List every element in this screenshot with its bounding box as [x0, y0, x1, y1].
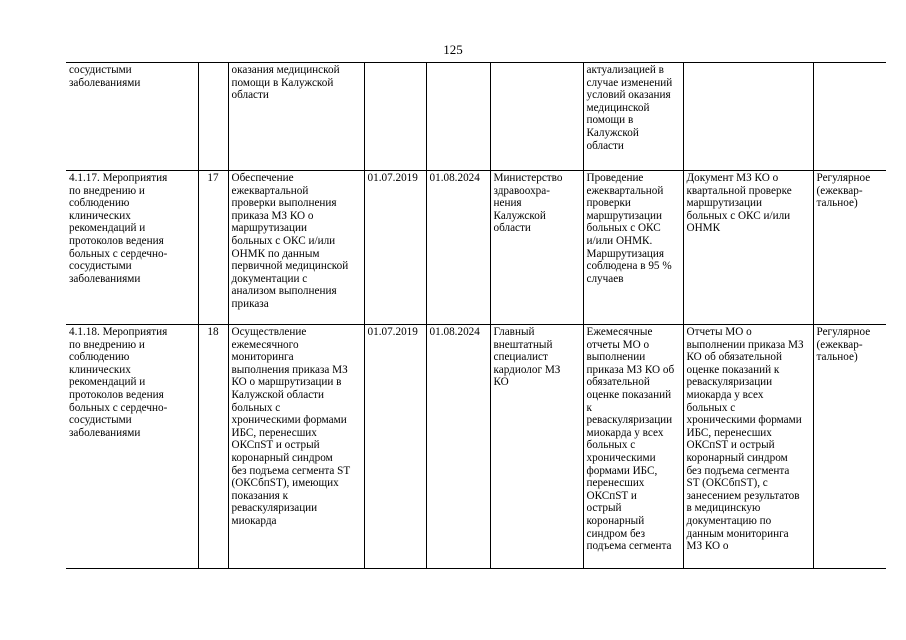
table-row [66, 171, 886, 325]
page-number: 125 [443, 42, 463, 57]
responsible-cell: Министерство здравоохра- нения Калужской области [490, 171, 583, 325]
start-date-cell: 01.07.2019 [364, 171, 426, 325]
end-date-cell: 01.08.2024 [426, 325, 490, 569]
result-cell: актуализацией в случае изменений условий оказания медицинской помощи в Калужской области [583, 63, 683, 171]
activity-cell: сосудистыми заболеваниями [66, 63, 198, 171]
document-cell: Документ МЗ КО о квартальной проверке маршрутизации больных с ОКС и/или ОНМК [683, 171, 813, 325]
number-cell [198, 63, 228, 171]
result-cell: Ежемесячные отчеты МО о выполнении приказа МЗ КО об обязательной оценке показаний к реваскуляризации миокарда у всех больных с хроническими формами ИБС, перенесших ОКСпST и острый коронарный синдром без подъема сегмента [583, 325, 683, 569]
end-date-cell [426, 63, 490, 171]
description-cell: Осуществление ежемесячного мониторинга выполнения приказа МЗ КО о маршрутизации в Калужской области больных с хроническими формами ИБС, перенесших ОКСпST и острый коронарный синдром без подъема сегмента ST (ОКСбпST), имеющих показания к реваскуляризации миокарда [228, 325, 364, 569]
plan-table [66, 62, 886, 569]
description-cell: оказания медицинской помощи в Калужской области [228, 63, 364, 171]
regularity-cell: Регулярное (ежеквар- тальное) [813, 325, 886, 569]
document-cell [683, 63, 813, 171]
number-cell: 18 [198, 325, 228, 569]
result-cell: Проведение ежеквартальной проверки маршрутизации больных с ОКС и/или ОНМК. Маршрутизация соблюдена в 95 % случаев [583, 171, 683, 325]
start-date-cell [364, 63, 426, 171]
number-cell: 17 [198, 171, 228, 325]
start-date-cell: 01.07.2019 [364, 325, 426, 569]
end-date-cell: 01.08.2024 [426, 171, 490, 325]
responsible-cell: Главный внештатный специалист кардиолог МЗ КО [490, 325, 583, 569]
regularity-cell [813, 63, 886, 171]
activity-cell: 4.1.18. Мероприятия по внедрению и соблюдению клинических рекомендаций и протоколов ведения больных с сердечно- сосудистыми заболеваниями [66, 325, 198, 569]
table-row [66, 325, 886, 569]
activity-cell: 4.1.17. Мероприятия по внедрению и соблюдению клинических рекомендаций и протоколов ведения больных с сердечно- сосудистыми заболеваниями [66, 171, 198, 325]
description-cell: Обеспечение ежеквартальной проверки выполнения приказа МЗ КО о маршрутизации больных с ОКС и/или ОНМК по данным первичной медицинской документации с анализом выполнения приказа [228, 171, 364, 325]
table-row [66, 63, 886, 171]
responsible-cell [490, 63, 583, 171]
document-cell: Отчеты МО о выполнении приказа МЗ КО об обязательной оценке показаний к реваскуляризации миокарда у всех больных с хроническими формами ИБС, перенесших ОКСпST и острый коронарный синдром без подъема сегмента ST (ОКСбпST), с занесением результатов в медицинскую документацию по данным мониторинга МЗ КО о [683, 325, 813, 569]
regularity-cell: Регулярное (ежеквар- тальное) [813, 171, 886, 325]
